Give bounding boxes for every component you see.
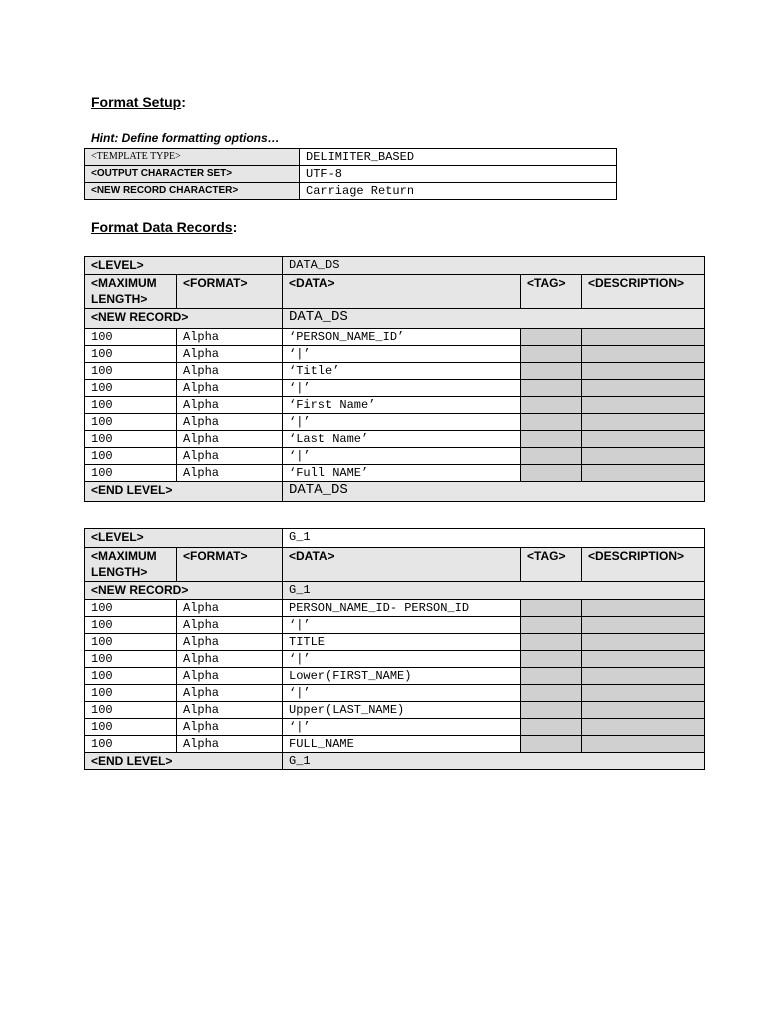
max-length-cell: 100 [85, 651, 177, 668]
data-cell: Upper(LAST_NAME) [283, 702, 521, 719]
new-record-label: <NEW RECORD> [85, 582, 283, 600]
col-max-length: <MAXIMUM LENGTH> [85, 548, 177, 582]
end-level-value: G_1 [283, 753, 705, 770]
table-row [85, 414, 705, 431]
level-label: <LEVEL> [85, 257, 283, 275]
col-tag: <TAG> [521, 275, 582, 309]
format-cell: Alpha [177, 329, 283, 346]
data-ds-records-table [84, 256, 705, 502]
level-row [85, 529, 705, 548]
max-length-cell: 100 [85, 465, 177, 482]
data-cell: ‘|’ [283, 346, 521, 363]
data-cell: ‘Full NAME’ [283, 465, 521, 482]
tag-cell [521, 380, 582, 397]
column-header-row [85, 548, 705, 582]
format-setup-table [84, 148, 617, 200]
end-level-label: <END LEVEL> [85, 482, 283, 502]
data-cell: ‘Title’ [283, 363, 521, 380]
end-level-value: DATA_DS [283, 482, 705, 502]
new-record-label: <NEW RECORD> [85, 309, 283, 329]
description-cell [582, 736, 705, 753]
description-cell [582, 702, 705, 719]
tag-cell [521, 329, 582, 346]
column-header-row [85, 275, 705, 309]
tag-cell [521, 600, 582, 617]
tag-cell [521, 448, 582, 465]
data-cell: FULL_NAME [283, 736, 521, 753]
new-record-value: G_1 [283, 582, 705, 600]
description-cell [582, 668, 705, 685]
data-cell: PERSON_NAME_ID- PERSON_ID [283, 600, 521, 617]
description-cell [582, 685, 705, 702]
setup-row-template-type [85, 149, 617, 166]
data-rows [85, 329, 705, 482]
description-cell [582, 651, 705, 668]
end-level-label: <END LEVEL> [85, 753, 283, 770]
tag-cell [521, 431, 582, 448]
data-cell: ‘|’ [283, 448, 521, 465]
max-length-cell: 100 [85, 634, 177, 651]
tag-cell [521, 719, 582, 736]
table-row [85, 719, 705, 736]
new-record-value: DATA_DS [283, 309, 705, 329]
end-level-row [85, 482, 705, 502]
setup-label: <NEW RECORD CHARACTER> [85, 183, 300, 200]
max-length-cell: 100 [85, 685, 177, 702]
table-row [85, 685, 705, 702]
setup-row-output-charset [85, 166, 617, 183]
description-cell [582, 397, 705, 414]
g1-records-table [84, 528, 705, 770]
data-cell: Lower(FIRST_NAME) [283, 668, 521, 685]
description-cell [582, 363, 705, 380]
table-row [85, 465, 705, 482]
col-format: <FORMAT> [177, 275, 283, 309]
format-setup-heading: Format Setup: [91, 94, 186, 110]
tag-cell [521, 397, 582, 414]
table-row [85, 600, 705, 617]
table-row [85, 397, 705, 414]
table-row [85, 702, 705, 719]
new-record-row [85, 582, 705, 600]
table-row [85, 651, 705, 668]
description-cell [582, 346, 705, 363]
tag-cell [521, 634, 582, 651]
setup-row-new-record-char [85, 183, 617, 200]
table-row [85, 346, 705, 363]
format-cell: Alpha [177, 651, 283, 668]
data-rows [85, 600, 705, 753]
table-row [85, 448, 705, 465]
max-length-cell: 100 [85, 719, 177, 736]
setup-value: Carriage Return [300, 183, 617, 200]
format-cell: Alpha [177, 668, 283, 685]
tag-cell [521, 668, 582, 685]
tag-cell [521, 651, 582, 668]
max-length-cell: 100 [85, 702, 177, 719]
description-cell [582, 448, 705, 465]
tag-cell [521, 346, 582, 363]
max-length-cell: 100 [85, 346, 177, 363]
tag-cell [521, 736, 582, 753]
description-cell [582, 634, 705, 651]
max-length-cell: 100 [85, 736, 177, 753]
description-cell [582, 719, 705, 736]
max-length-cell: 100 [85, 431, 177, 448]
description-cell [582, 329, 705, 346]
data-cell: ‘|’ [283, 414, 521, 431]
data-cell: ‘|’ [283, 380, 521, 397]
format-cell: Alpha [177, 702, 283, 719]
max-length-cell: 100 [85, 329, 177, 346]
setup-value: UTF-8 [300, 166, 617, 183]
setup-value: DELIMITER_BASED [300, 149, 617, 166]
end-level-row [85, 753, 705, 770]
max-length-cell: 100 [85, 600, 177, 617]
max-length-cell: 100 [85, 668, 177, 685]
description-cell [582, 380, 705, 397]
table-row [85, 431, 705, 448]
table-row [85, 668, 705, 685]
max-length-cell: 100 [85, 448, 177, 465]
data-cell: ‘|’ [283, 685, 521, 702]
format-cell: Alpha [177, 736, 283, 753]
col-max-length: <MAXIMUM LENGTH> [85, 275, 177, 309]
max-length-cell: 100 [85, 617, 177, 634]
table-row [85, 380, 705, 397]
col-tag: <TAG> [521, 548, 582, 582]
hint-text: Hint: Define formatting options… [91, 131, 280, 145]
description-cell [582, 465, 705, 482]
level-row [85, 257, 705, 275]
format-cell: Alpha [177, 600, 283, 617]
data-cell: ‘PERSON_NAME_ID’ [283, 329, 521, 346]
format-cell: Alpha [177, 397, 283, 414]
table-row [85, 363, 705, 380]
col-data: <DATA> [283, 275, 521, 309]
data-cell: ‘|’ [283, 651, 521, 668]
max-length-cell: 100 [85, 414, 177, 431]
table-row [85, 329, 705, 346]
description-cell [582, 617, 705, 634]
tag-cell [521, 465, 582, 482]
data-cell: ‘First Name’ [283, 397, 521, 414]
tag-cell [521, 685, 582, 702]
description-cell [582, 600, 705, 617]
description-cell [582, 414, 705, 431]
format-cell: Alpha [177, 448, 283, 465]
format-data-records-heading: Format Data Records: [91, 219, 238, 235]
data-cell: TITLE [283, 634, 521, 651]
level-value: G_1 [283, 529, 705, 548]
table-row [85, 736, 705, 753]
format-cell: Alpha [177, 346, 283, 363]
max-length-cell: 100 [85, 397, 177, 414]
table-row [85, 617, 705, 634]
format-cell: Alpha [177, 414, 283, 431]
col-data: <DATA> [283, 548, 521, 582]
format-cell: Alpha [177, 431, 283, 448]
level-value: DATA_DS [283, 257, 705, 275]
data-cell: ‘Last Name’ [283, 431, 521, 448]
format-cell: Alpha [177, 465, 283, 482]
description-cell [582, 431, 705, 448]
data-cell: ‘|’ [283, 719, 521, 736]
new-record-row [85, 309, 705, 329]
format-cell: Alpha [177, 685, 283, 702]
format-cell: Alpha [177, 380, 283, 397]
table-row [85, 634, 705, 651]
format-cell: Alpha [177, 617, 283, 634]
max-length-cell: 100 [85, 380, 177, 397]
setup-label: <TEMPLATE TYPE> [85, 149, 300, 166]
tag-cell [521, 363, 582, 380]
setup-label: <OUTPUT CHARACTER SET> [85, 166, 300, 183]
level-label: <LEVEL> [85, 529, 283, 548]
data-cell: ‘|’ [283, 617, 521, 634]
col-format: <FORMAT> [177, 548, 283, 582]
format-cell: Alpha [177, 719, 283, 736]
col-description: <DESCRIPTION> [582, 548, 705, 582]
tag-cell [521, 617, 582, 634]
format-cell: Alpha [177, 363, 283, 380]
format-cell: Alpha [177, 634, 283, 651]
col-description: <DESCRIPTION> [582, 275, 705, 309]
tag-cell [521, 702, 582, 719]
tag-cell [521, 414, 582, 431]
max-length-cell: 100 [85, 363, 177, 380]
